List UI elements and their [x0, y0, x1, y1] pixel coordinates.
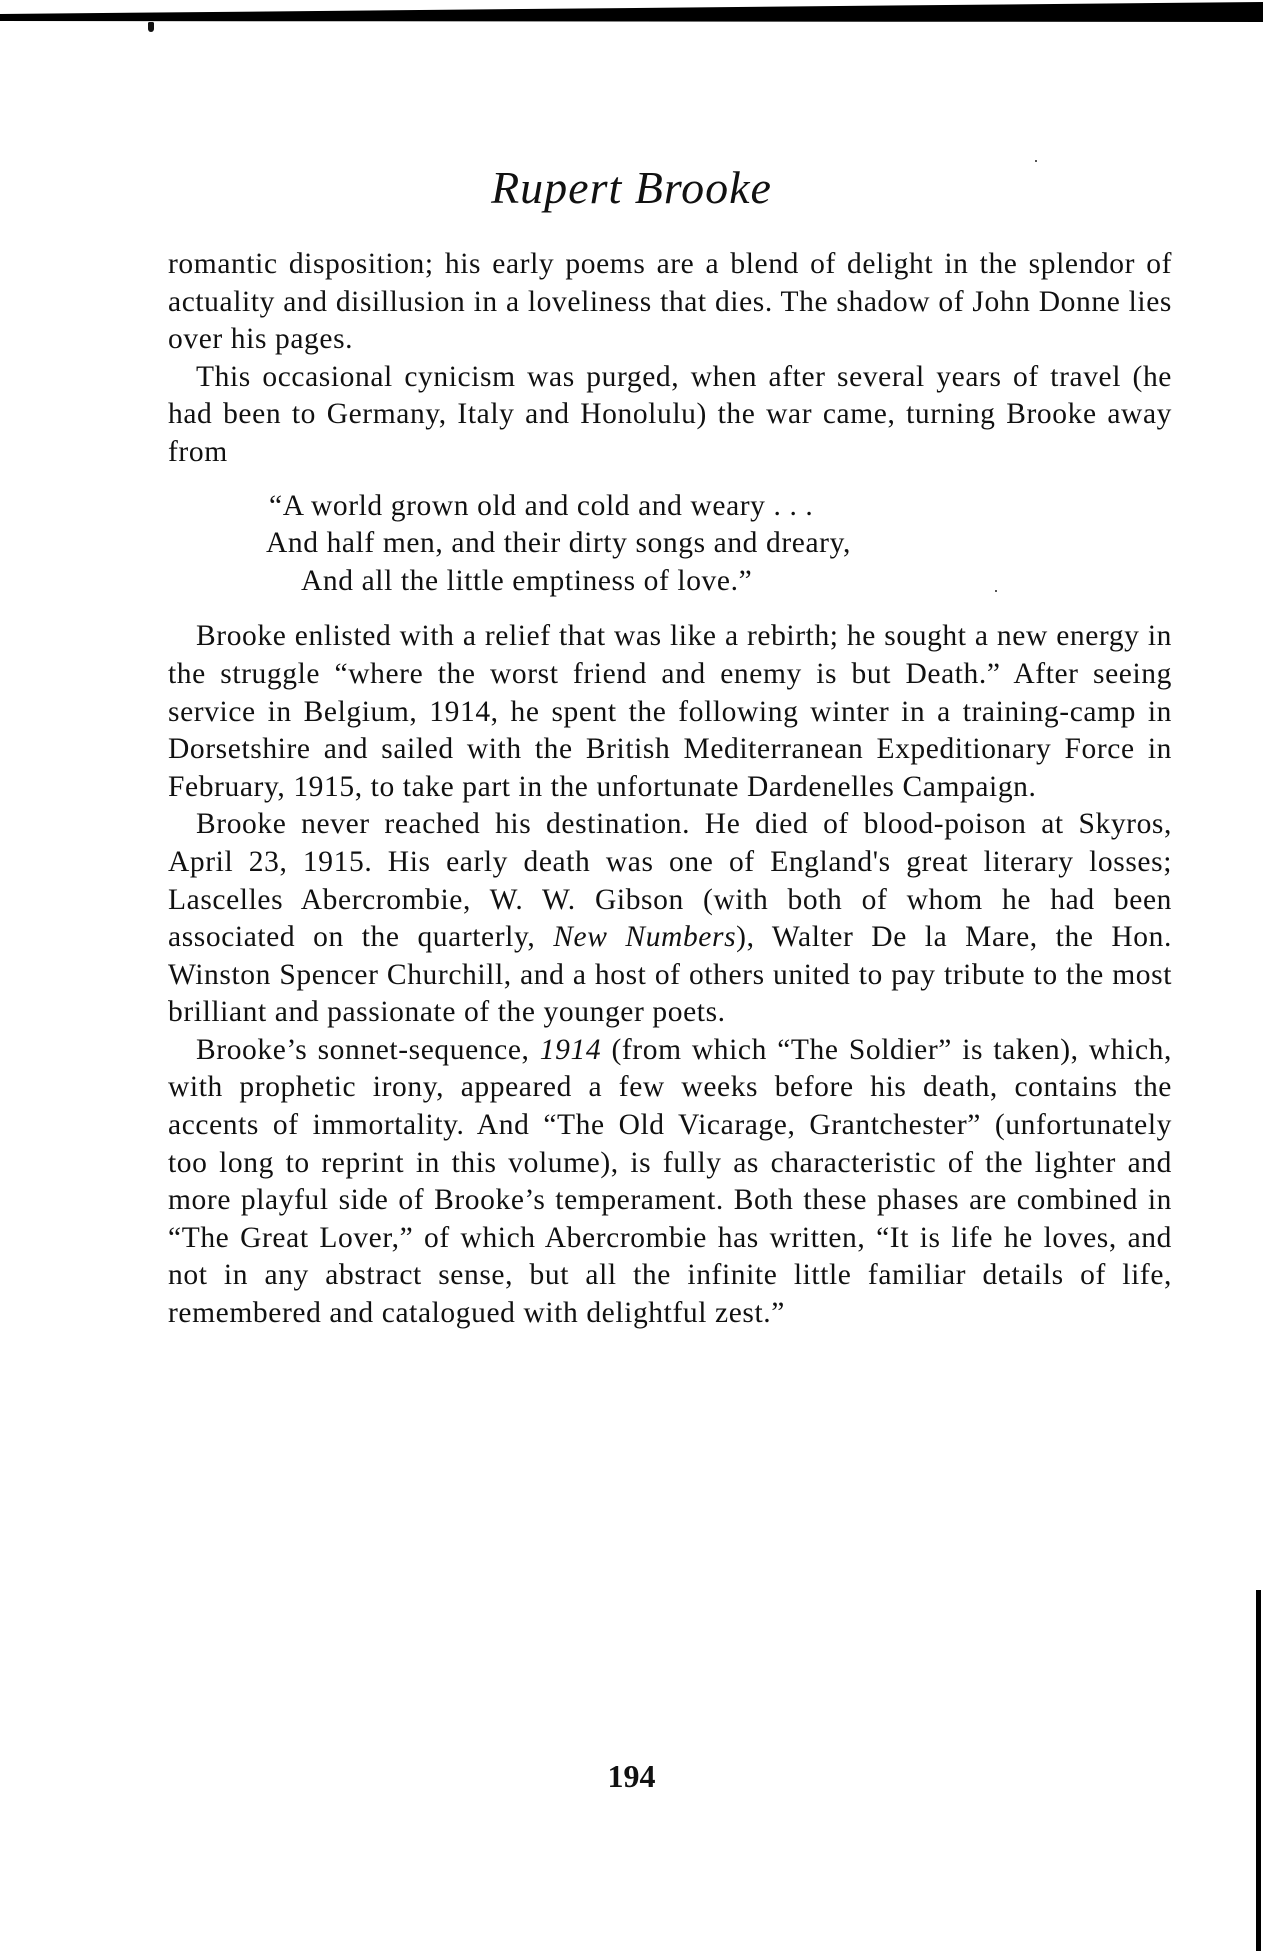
book-title: 1914 [539, 1033, 602, 1066]
scan-top-edge-bar [0, 0, 1263, 24]
paragraph-4 [168, 806, 1172, 1032]
paragraph-5 [168, 1032, 1172, 1333]
paragraph-1: romantic disposition; his early poems are a blend of delight in the splendor of actuality and disillusion in a loveliness that dies. The shadow of John Donne lies over his pages. [168, 248, 1172, 356]
scan-right-edge-bar [1256, 1590, 1261, 1951]
running-head-title: Rupert Brooke [491, 162, 772, 213]
scan-ink-mark [148, 22, 154, 32]
paragraph-2: This occasional cynicism was purged, when after several years of travel (he had been to Germany, Italy and Honolulu) the war came, turning Brooke away from [168, 360, 1172, 468]
verse-line-3: And all the little emptiness of love.” [301, 564, 753, 597]
paragraph-5-text-a: Brooke’s sonnet-sequence, [196, 1033, 540, 1066]
page-body [168, 246, 1172, 1333]
verse-line-2: And half men, and their dirty songs and dreary, [266, 527, 851, 560]
page-number: 194 [607, 1758, 656, 1794]
verse-line-1: “A world grown old and cold and weary . . . [269, 489, 814, 522]
paragraph-4-text-a: Brooke never reached his destination. He died of blood-poison at Skyros, April 23, 1915. His early death was one of England's great literary losses; Lascelles Abercrombie, W. W. Gibson (with both of whom he had been associated on the quarterly, [168, 808, 1172, 954]
periodical-title: New Numbers [553, 921, 737, 954]
verse-quotation [168, 488, 1172, 601]
paragraph-5-text-b: (from which “The Soldier” is taken), which, with prophetic irony, appeared a few weeks before his death, contains the accents of immortality. And “The Old Vicarage, Grantchester” (unfortunately too long to reprint in this volume), is fully as characteristic of the lighter and more playful side of Brooke’s temperament. Both these phases are combined in “The Great Lover,” of which Abercrombie has written, “It is life he loves, and not in any abstract sense, but all the infinite little familiar details of life, remembered and catalogued with delightful zest.” [168, 1033, 1172, 1330]
paragraph-3: Brooke enlisted with a relief that was like a rebirth; he sought a new energy in the struggle “where the worst friend and enemy is but Death.” After seeing service in Belgium, 1914, he spent the following winter in a training-camp in Dorsetshire and sailed with the British Mediterranean Expeditionary Force in February, 1915, to take part in the unfortunate Dardenelles Campaign. [168, 620, 1172, 803]
paragraph-4-text-b: ), Walter De la Mare, the Hon. Winston Spencer Churchill, and a host of others united to pay tribute to the most brilliant and passionate of the younger poets. [168, 921, 1172, 1029]
